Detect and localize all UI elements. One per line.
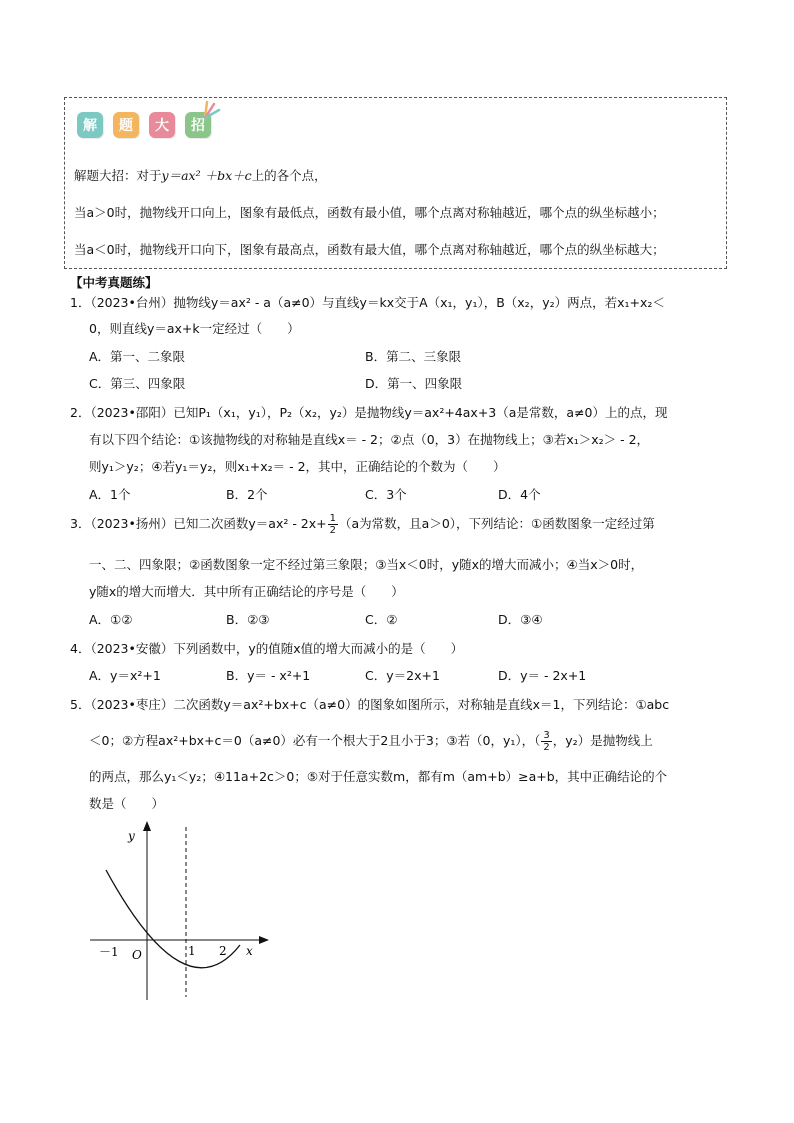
tip-line-3: 当a＜0时，抛物线开口向下，图象有最高点，函数有最大值，哪个点离对称轴越近，哪个点的纵坐标越大； [74, 242, 665, 257]
question-3-line-1 [70, 513, 655, 536]
question-2-option-d: D．4个 [498, 487, 541, 502]
fraction-three-halves [541, 730, 551, 753]
question-5-line-2-suffix: ，y₂）是抛物线上 [552, 733, 653, 748]
fraction-denominator: 2 [329, 525, 337, 536]
badge-jie: 解 [77, 112, 103, 138]
question-2-line-2: 有以下四个结论：①该抛物线的对称轴是直线x＝ - 2；②点（0，3）在抛物线上；③若x₁＞x₂＞ - 2， [89, 432, 650, 447]
question-3-line-1-prefix: 3．（2023•扬州）已知二次函数y＝ax² - 2x+ [70, 516, 327, 531]
tip-line-1 [74, 166, 327, 184]
question-2-option-c: C．3个 [365, 487, 407, 502]
question-5-line-2-prefix: ＜0；②方程ax²+bx+c＝0（a≠0）必有一个根大于2且小于3；③若（0，y₁），（ [89, 733, 541, 748]
tick-label-minus-one: －1 [99, 945, 119, 959]
fraction-one-half [328, 513, 338, 536]
fan-icon [201, 98, 225, 120]
badge-da: 大 [149, 112, 175, 138]
question-4-line-1: 4．（2023•安徽）下列函数中，y的值随x值的增大而减小的是（ ） [70, 641, 464, 656]
question-3-option-a: A．①② [89, 612, 133, 627]
badge-zhao: 招 [185, 112, 211, 138]
question-2-line-3: 则y₁＞y₂；④若y₁＝y₂，则x₁+x₂＝ - 2，其中，正确结论的个数为（ ） [89, 459, 506, 474]
question-3-option-c: C．② [365, 612, 398, 627]
question-5-line-2 [89, 730, 653, 753]
question-1-line-1: 1．（2023•台州）抛物线y＝ax² - a（a≠0）与直线y＝kx交于A（x₁，y₁），B（x₂，y₂）两点，若x₁+x₂＜ [70, 295, 665, 310]
badge-ti: 题 [113, 112, 139, 138]
fraction-numerator: 1 [329, 513, 337, 524]
question-3-option-b: B．②③ [226, 612, 270, 627]
question-3-line-2: 一、二、四象限；②函数图象一定不经过第三象限；③当x＜0时，y随x的增大而减小；④当x＞0时， [89, 557, 644, 572]
question-3-line-1-suffix: （a为常数，且a＞0），下列结论：①函数图象一定经过第 [339, 516, 655, 531]
question-1-option-c: C．第三、四象限 [89, 376, 186, 391]
question-2-option-b: B．2个 [226, 487, 268, 502]
question-2-line-1: 2．（2023•邵阳）已知P₁（x₁，y₁），P₂（x₂，y₂）是抛物线y＝ax²+4ax+3（a是常数，a≠0）上的点，现 [70, 405, 668, 420]
question-4-option-c: C．y＝2x+1 [365, 668, 440, 683]
question-5-line-1: 5．（2023•枣庄）二次函数y＝ax²+bx+c（a≠0）的图象如图所示，对称轴是直线x＝1，下列结论：①abc [70, 697, 670, 712]
question-3-line-3: y随x的增大而增大．其中所有正确结论的序号是（ ） [89, 584, 404, 599]
tip-formula: y＝ax² ＋bx＋c [161, 168, 252, 183]
question-5-line-4: 数是（ ） [89, 796, 165, 811]
section-title: 【中考真题练】 [70, 275, 158, 290]
parabola-graph [85, 815, 285, 1010]
question-4-option-a: A．y＝x²+1 [89, 668, 161, 683]
tip-line-2: 当a＞0时，抛物线开口向上，图象有最低点，函数有最小值，哪个点离对称轴越近，哪个点的纵坐标越小； [74, 205, 665, 220]
y-axis-arrow-icon [143, 821, 151, 831]
fraction-denominator: 2 [543, 742, 550, 753]
x-axis-label: x [246, 944, 253, 958]
question-4-option-d: D．y＝ - 2x+1 [498, 668, 587, 683]
question-1-option-a: A．第一、二象限 [89, 349, 186, 364]
question-1-option-b: B．第二、三象限 [365, 349, 462, 364]
fraction-numerator: 3 [543, 730, 550, 741]
tip-line-1-prefix: 解题大招：对于 [74, 168, 162, 183]
tip-badges [77, 112, 221, 138]
tick-label-one: 1 [188, 944, 196, 958]
origin-label: O [132, 948, 142, 962]
question-4-option-b: B．y＝ - x²+1 [226, 668, 311, 683]
tip-line-1-suffix: 上的各个点， [251, 168, 327, 183]
question-1-line-2: 0，则直线y＝ax+k一定经过（ ） [89, 321, 300, 336]
question-2-option-a: A．1个 [89, 487, 131, 502]
question-3-option-d: D．③④ [498, 612, 543, 627]
question-5-line-3: 的两点，那么y₁＜y₂；④11a+2c＞0；⑤对于任意实数m，都有m（am+b）≥a+b，其中正确结论的个 [89, 769, 668, 784]
y-axis-label: y [128, 829, 135, 843]
tick-label-two: 2 [219, 944, 227, 958]
x-axis-arrow-icon [259, 936, 269, 944]
question-1-option-d: D．第一、四象限 [365, 376, 463, 391]
tip-box [64, 97, 727, 269]
